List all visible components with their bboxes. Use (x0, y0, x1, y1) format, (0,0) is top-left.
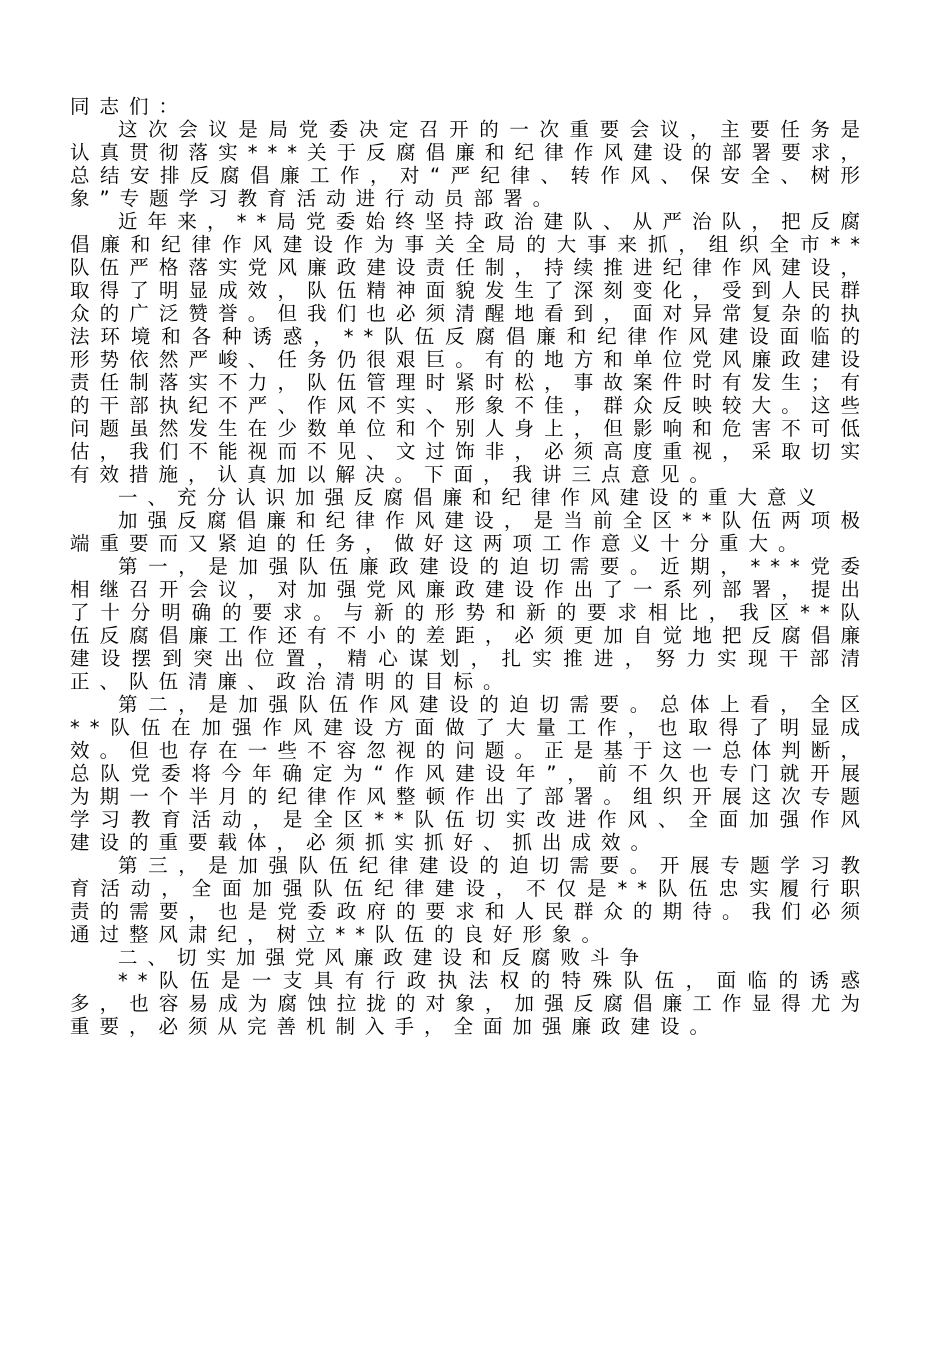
section-heading-2: 二、切实加强党风廉政建设和反腐败斗争 (118, 946, 650, 969)
paragraph-situation: 近年来，**局党委始终坚持政治建队、从严治队，把反腐倡廉和纪律作风建设作为事关全局的大事来抓，组织全市**队伍严格落实党风廉政建设责任制，持续推进纪律作风建设，取得了明显成效，队伍精神面貌发生了深刻变化，受到人民群众的广泛赞誉。但我们也必须清醒地看到，面对异常复杂的执法环境和各种诱惑，**队伍反腐倡廉和纪律作风建设面临的形势依然严峻、任务仍很艰巨。有的地方和单位党风廉政建设责任制落实不力，队伍管理时紧时松，事故案件时有发生；有的干部执纪不严、作风不实、形象不佳，群众反映较大。这些问题虽然发生在少数单位和个别人身上，但影响和危害不可低估，我们不能视而不见、文过饰非，必须高度重视，采取切实有效措施，认真加以解决。下面，我讲三点意见。 (70, 210, 870, 486)
paragraph-opening: 这次会议是局党委决定召开的一次重要会议，主要任务是认真贯彻落实***关于反腐倡廉和纪律作风建设的部署要求，总结安排反腐倡廉工作，对“严纪律、转作风、保安全、树形象”专题学习教育活动进行动员部署。 (70, 118, 870, 210)
section-heading-1: 一、充分认识加强反腐倡廉和纪律作风建设的重大意义 (118, 486, 827, 509)
speech-body (70, 95, 870, 1038)
paragraph-point-3: 第三，是加强队伍纪律建设的迫切需要。开展专题学习教育活动，全面加强队伍纪律建设，不仅是**队伍忠实履行职责的需要，也是党委政府的要求和人民群众的期待。我们必须通过整风肃纪，树立**队伍的良好形象。 (70, 854, 870, 946)
paragraph-significance: 加强反腐倡廉和纪律作风建设，是当前全区**队伍两项极端重要而又紧迫的任务，做好这两项工作意义十分重大。 (70, 509, 870, 555)
paragraph-anticorruption: **队伍是一支具有行政执法权的特殊队伍，面临的诱惑多，也容易成为腐蚀拉拢的对象，加强反腐倡廉工作显得尤为重要，必须从完善机制入手，全面加强廉政建设。 (70, 969, 870, 1038)
paragraph-point-2: 第二，是加强队伍作风建设的迫切需要。总体上看，全区**队伍在加强作风建设方面做了大量工作，也取得了明显成效。但也存在一些不容忽视的问题。正是基于这一总体判断，总队党委将今年确定为“作风建设年”，前不久也专门就开展为期一个半月的纪律作风整顿作出了部署。组织开展这次专题学习教育活动，是全区**队伍切实改进作风、全面加强作风建设的重要载体，必须抓实抓好、抓出成效。 (70, 693, 870, 854)
paragraph-point-1: 第一，是加强队伍廉政建设的迫切需要。近期，***党委相继召开会议，对加强党风廉政建设作出了一系列部署，提出了十分明确的要求。与新的形势和新的要求相比，我区**队伍反腐倡廉工作还有不小的差距，必须更加自觉地把反腐倡廉建设摆到突出位置，精心谋划，扎实推进，努力实现干部清正、队伍清廉、政治清明的目标。 (70, 555, 870, 693)
salutation: 同志们： (70, 95, 189, 118)
